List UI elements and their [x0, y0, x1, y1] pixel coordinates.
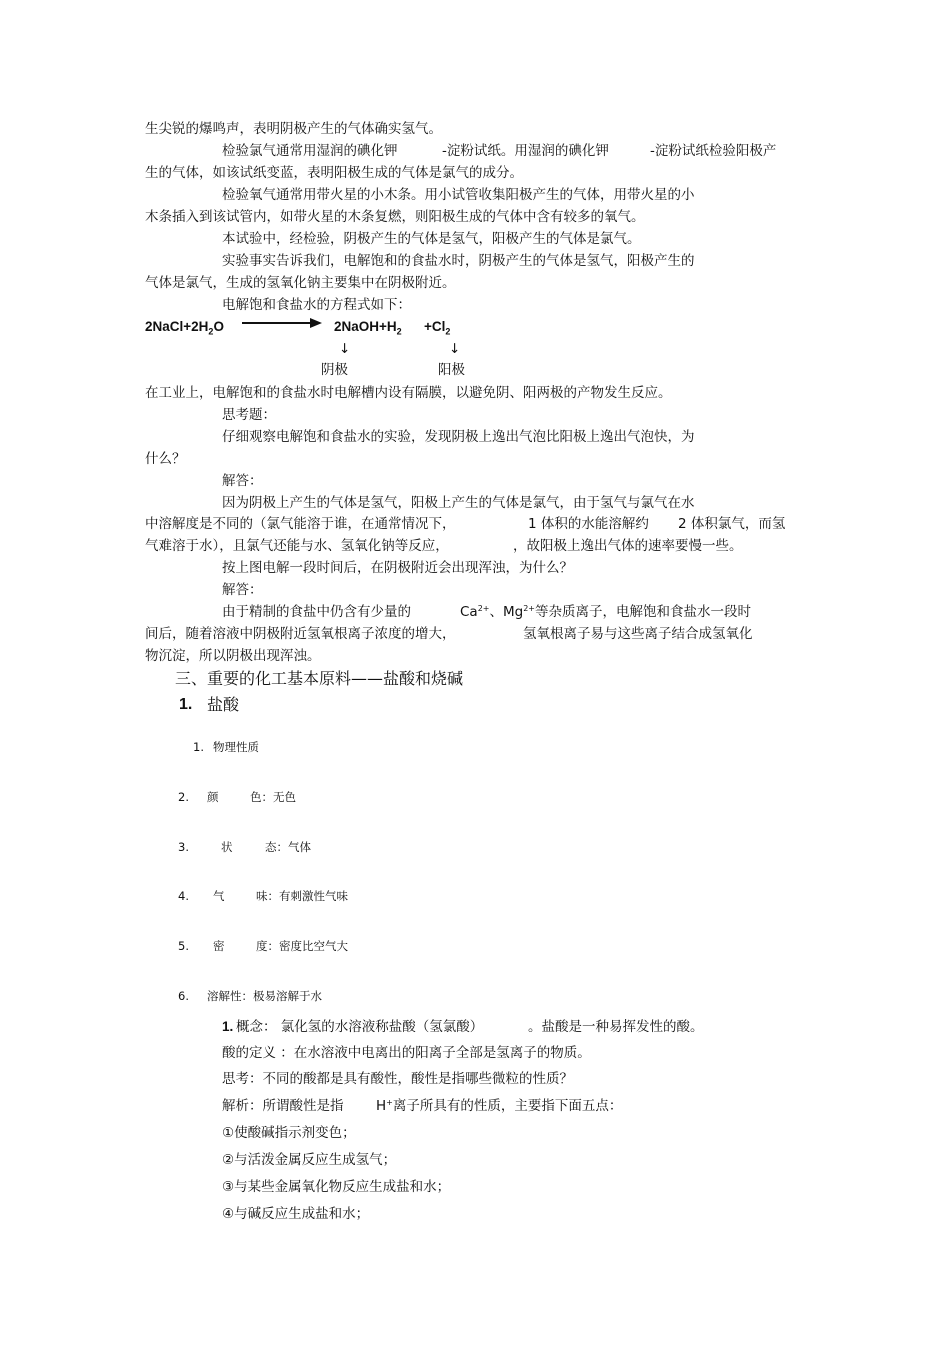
text-line: 电解饱和食盐水的方程式如下： — [222, 297, 411, 313]
text-line: 实验事实告诉我们，电解饱和的食盐水时，阴极产生的气体是氢气，阳极产生的 — [222, 253, 695, 269]
list-item: ②与活泼金属反应生成氢气； — [222, 1152, 397, 1168]
text-line: 由于精制的食盐中仍含有少量的 — [222, 604, 411, 620]
subsection-title: 盐酸 — [207, 695, 240, 714]
concept-number: 1. — [222, 1019, 234, 1034]
cathode-label: 阴极 — [321, 362, 348, 378]
text-line: 按上图电解一段时间后，在阴极附近会出现浑浊，为什么？ — [222, 560, 573, 576]
equation-right-cl: $+Cl_2$ — [424, 319, 451, 337]
list-item: ③与某些金属氧化物反应生成盐和水； — [222, 1179, 451, 1195]
reaction-arrow-head — [310, 318, 322, 328]
subsection-number: 1. — [179, 696, 193, 713]
anode-label: 阳极 — [438, 362, 465, 378]
text-line: 思考：不同的酸都是具有酸性，酸性是指哪些微粒的性质？ — [222, 1071, 573, 1087]
list-item-key: 气 — [213, 889, 225, 903]
text-line: 气体是氯气，生成的氢氧化钠主要集中在阴极附近。 — [145, 275, 456, 291]
text-line: 检验氧气通常用带火星的小木条。用小试管收集阳极产生的气体，用带火星的小 — [222, 187, 695, 203]
text-line: H+离子所具有的性质，主要指下面五点： — [376, 1098, 623, 1114]
list-number: 1. — [193, 740, 204, 754]
text-line: 生的气体，如该试纸变蓝，表明阳极生成的气体是氯气的成分。 — [145, 165, 523, 181]
text-line: 在工业上，电解饱和的食盐水时电解槽内设有隔膜，以避免阴、阳两极的产物发生反应。 — [145, 385, 672, 401]
down-arrow-icon: ↓ — [449, 341, 461, 357]
list-item: ④与碱反应生成盐和水； — [222, 1206, 370, 1222]
list-item: 物理性质 — [213, 740, 259, 754]
text-line: 本试验中，经检验，阴极产生的气体是氢气，阳极产生的气体是氯气。 — [222, 231, 641, 247]
list-number: 5. — [178, 939, 189, 953]
text-line: 解答： — [222, 473, 263, 489]
text-line: 检验氯气通常用湿润的碘化钾 — [222, 143, 398, 159]
list-item: 溶解性：极易溶解于水 — [207, 989, 322, 1003]
text-line: -淀粉试纸。用湿润的碘化钾 — [442, 143, 609, 159]
text-line: 中溶解度是不同的（氯气能溶于谁，在通常情况下， — [145, 516, 456, 532]
text-line: 气难溶于水），且氯气还能与水、氢氧化钠等反应， — [145, 538, 449, 554]
list-item-value: 味：有刺激性气味 — [256, 889, 348, 903]
text-line: 生尖锐的爆鸣声，表明阴极产生的气体确实氢气。 — [145, 121, 442, 137]
text-line: 仔细观察电解饱和食盐水的实验，发现阴极上逸出气泡比阳极上逸出气泡快，为 — [222, 429, 695, 445]
list-number: 4. — [178, 889, 189, 903]
text-line: 物沉淀，所以阴极出现浑浊。 — [145, 648, 321, 664]
text-line: 解析：所谓酸性是指 — [222, 1098, 344, 1114]
down-arrow-icon: ↓ — [339, 341, 351, 357]
text-line: 。盐酸是一种易挥发性的酸。 — [528, 1019, 704, 1035]
text-line: 2 体积氯气，而氢 — [678, 516, 786, 532]
list-item: ①使酸碱指示剂变色； — [222, 1125, 356, 1141]
text-line: 酸的定义 ：在水溶液中电离出的阳离子全部是氢离子的物质。 — [222, 1045, 591, 1061]
text-line: 木条插入到该试管内，如带火星的木条复燃，则阳极生成的气体中含有较多的氧气。 — [145, 209, 645, 225]
text-line: 氢氧根离子易与这些离子结合成氢氧化 — [523, 626, 753, 642]
list-item-key: 密 — [213, 939, 225, 953]
list-item-key: 颜 — [207, 790, 219, 804]
list-item-value: 态：气体 — [265, 840, 311, 854]
list-number: 6. — [178, 989, 189, 1003]
text-line: 什么？ — [145, 451, 186, 467]
text-line: ，故阳极上逸出气体的速率要慢一些。 — [513, 538, 743, 554]
text-line: -淀粉试纸检验阳极产 — [650, 143, 777, 159]
list-item-value: 度：密度比空气大 — [256, 939, 348, 953]
text-line: 概念： 氯化氢的水溶液称盐酸（氢氯酸） — [236, 1019, 484, 1035]
ion-formula: $Ca^{2+}$、$Mg^{2+}$等杂质离子，电解饱和食盐水一段时 — [460, 604, 752, 620]
text-line: 间后，随着溶液中阴极附近氢氧根离子浓度的增大， — [145, 626, 456, 642]
equation-right-naoh: $2NaOH+H_2$ — [334, 319, 402, 337]
list-item-value: 色：无色 — [250, 790, 296, 804]
list-number: 2. — [178, 790, 189, 804]
list-number: 3. — [178, 840, 189, 854]
text-line: 1 体积的水能溶解约 — [528, 516, 649, 532]
text-line: 因为阴极上产生的气体是氢气，阳极上产生的气体是氯气，由于氢气与氯气在水 — [222, 495, 695, 511]
text-line: 思考题： — [222, 407, 276, 423]
list-item-key: 状 — [221, 840, 233, 854]
section-heading: 三、重要的化工基本原料——盐酸和烧碱 — [175, 669, 464, 688]
text-line: 解答： — [222, 582, 263, 598]
reaction-arrow — [242, 322, 312, 324]
equation-left: $2NaCl+2H_2O$ — [145, 319, 224, 337]
